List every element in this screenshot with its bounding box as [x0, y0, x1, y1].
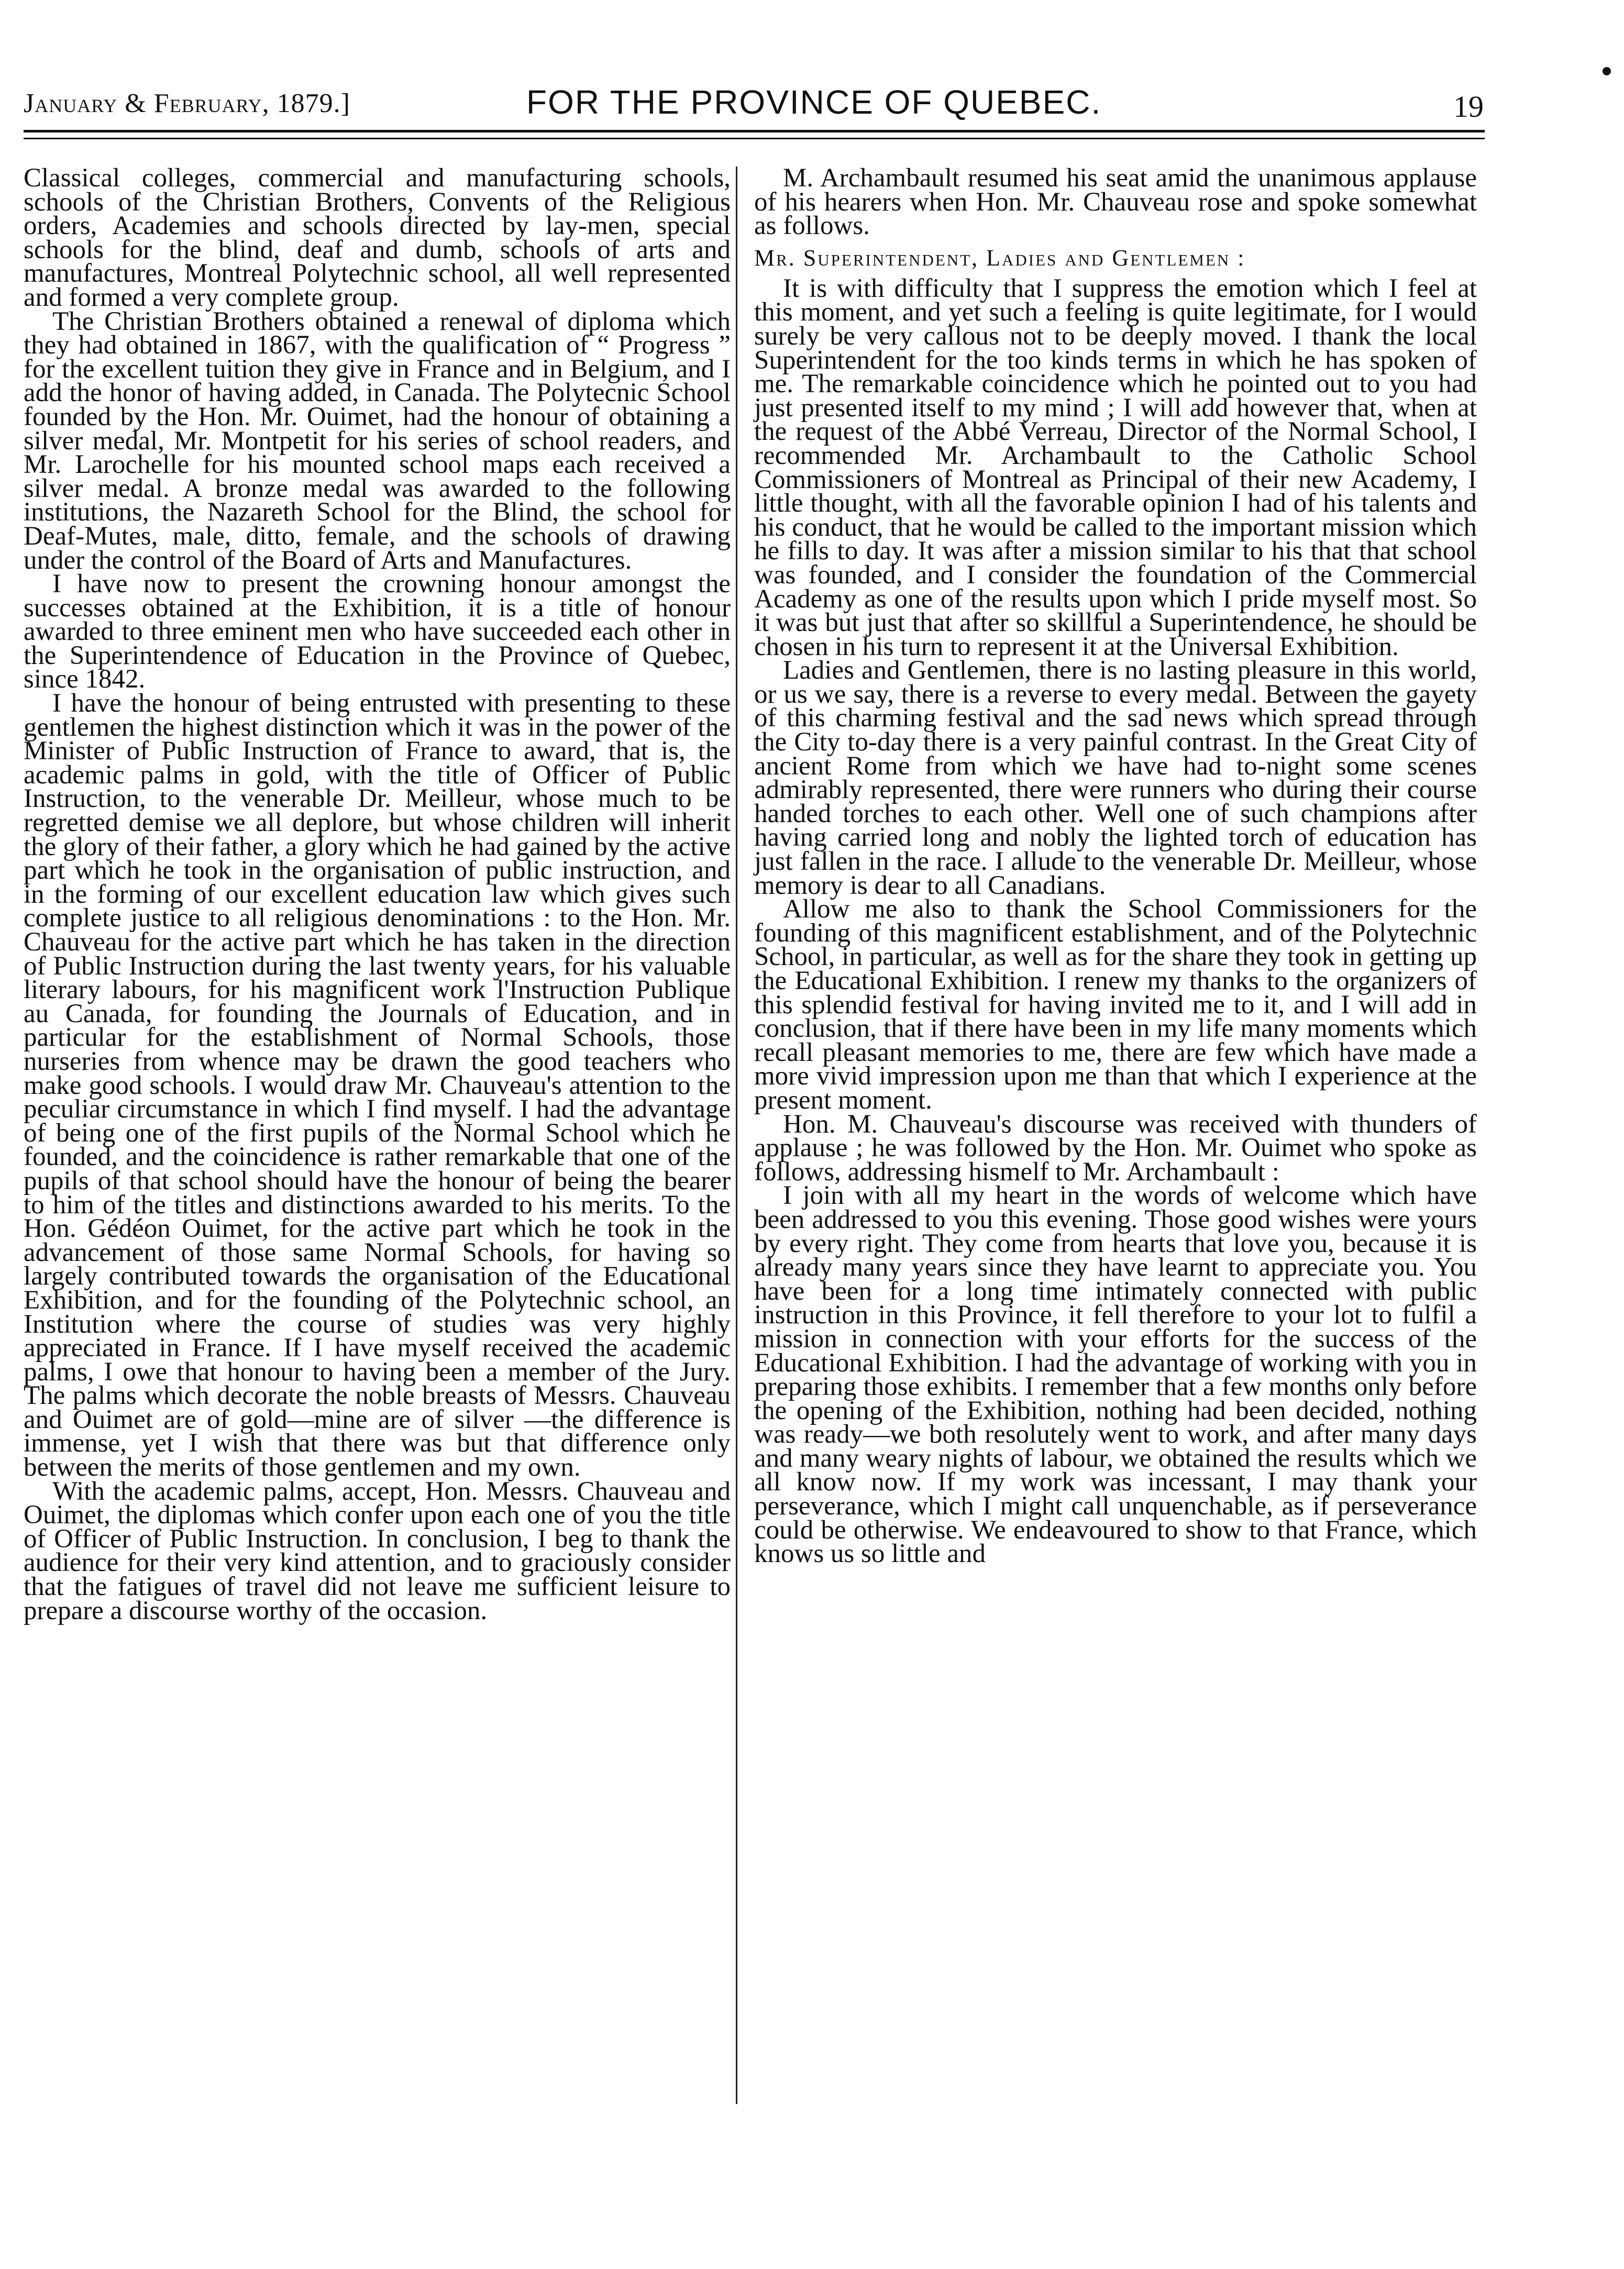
paragraph: Allow me also to thank the School Commissioners for the founding of this magnificent establishment, and of the Polytechnic School, in particular, as well as for the share they took in getting up the Educational Exhibition. I renew my thanks to the organizers of this splendid festival for having invited me to it, and I will add in conclusion, that if there have been in my life many moments which recall pleasant memories to me, there are few which have made a more vivid impression upon me than that which I experience at the present moment.: [754, 894, 1477, 1115]
header-title: FOR THE PROVINCE OF QUEBEC.: [526, 83, 1102, 121]
paragraph: Classical colleges, commercial and manufacturing schools, schools of the Christian Brothers, Convents of the Religious orders, Academies and schools directed by lay-men, special schools for the blind, deaf and dumb, schools of arts and manufactures, Montreal Polytechnic school, all well represented and formed a very complete group.: [24, 163, 731, 312]
header-date: January & February, 1879.]: [24, 88, 350, 118]
paragraph: It is with difficulty that I suppress the emotion which I feel at this moment, and yet such a feeling is quite legitimate, for I would surely be very callous not to be deeply moved. I thank the local Superintendent for the too kinds terms in which he has spoken of me. The remarkable coincidence which he pointed out to you had just presented itself to my mind ; I will add however that, when at the request of the Abbé Verreau, Director of the Normal School, I recommended Mr. Archambault to the Catholic School Commissioners of Montreal as Principal of their new Academy, I little thought, with all the favorable opinion I had of his talents and his conduct, that he would be called to the important mission which he fills to day. It was after a mission similar to his that that school was founded, and I consider the foundation of the Commercial Academy as one of the results upon which I pride myself most. So it was but just that after so skillful a Superintendence, he should be chosen in his turn to represent it at the Universal Exhibition.: [754, 273, 1477, 661]
paragraph: I have now to present the crowning honour amongst the successes obtained at the Exhibition, it is a title of honour awarded to three eminent men who have succeeded each other in the Superintendence of Education in the Province of Quebec, since 1842.: [24, 569, 731, 694]
header-rule-thick: [24, 130, 1485, 132]
paragraph: I have the honour of being entrusted with presenting to these gentlemen the highest distinction which it was in the power of the Minister of Public Instruction of France to award, that is, the academic palms in gold, with the title of Officer of Public Instruction, to the venerable Dr. Meilleur, whose much to be regretted demise we all deplore, but whose children will inherit the glory of their father, a glory which he had gained by the active part which he took in the organisation of public instruction, and in the forming of our excellent education law which gives such complete justice to all religious denominations : to the Hon. Mr. Chauveau for the active part which he has taken in the direction of Public Instruction during the last twenty years, for his valuable literary labours, for his magnificent work l'Instruction Publique au Canada, for founding the Journals of Education, and in particular for the establishment of Normal Schools, those nurseries from whence may be drawn the good teachers who make good schools. I would draw Mr. Chauveau's attention to the peculiar circumstance in which I find myself. I had the advantage of being one of the first pupils of the Normal School which he founded, and the coincidence is rather remarkable that one of the pupils of that school should have the honour of being the bearer to him of the titles and distinctions awarded to his merits. To the Hon. Gédéon Ouimet, for the active part which he took in the advancement of those same Normal Schools, for having so largely contributed towards the organisation of the Educational Exhibition, and for the founding of the Polytechnic school, an Institution where the course of studies was very highly appreciated in France. If I have myself received the academic palms, I owe that honour to having been a member of the Jury. The palms which decorate the noble breasts of Messrs. Chauveau and Ouimet are of gold—mine are of silver —the difference is immense, yet I wish that there was but that difference only between the merits of those gentlemen and my own.: [24, 689, 731, 1482]
column-divider: [736, 167, 737, 2104]
left-column: [24, 163, 731, 1625]
paragraph: I join with all my heart in the words of welcome which have been addressed to you this evening. Those good wishes were yours by every right. They come from hearts that love you, because it is already many years since they have learnt to appreciate you. You have been for a long time intimately connected with public instruction in this Province, it fell therefore to your lot to fulfil a mission in connection with your efforts for the success of the Educational Exhibition. I had the advantage of working with you in preparing those exhibits. I remember that a few months only before the opening of the Exhibition, nothing had been decided, nothing was ready—we both resolutely went to work, and after many days and many weary nights of labour, we obtained the results which we all know now. If my work was incessant, I may thank your perseverance, which I might call unquenchable, as if perseverance could be otherwise. We endeavoured to show to that France, which knows us so little and: [754, 1181, 1477, 1569]
paragraph: With the academic palms, accept, Hon. Messrs. Chauveau and Ouimet, the diplomas which confer upon each one of you the title of Officer of Public Instruction. In conclusion, I beg to thank the audience for their very kind attention, and to graciously consider that the fatigues of travel did not leave me sufficient leisure to prepare a discourse worthy of the occasion.: [24, 1476, 731, 1625]
right-column: [754, 163, 1477, 1569]
paragraph: M. Archambault resumed his seat amid the unanimous applause of his hearers when Hon. Mr. Chauveau rose and spoke somewhat as follows.: [754, 163, 1477, 241]
paragraph: Hon. M. Chauveau's discourse was received with thunders of applause ; he was followed by the Hon. Mr. Ouimet who spoke as follows, addressing hismelf to Mr. Archambault :: [754, 1109, 1477, 1187]
page-header: [24, 79, 1485, 131]
paragraph: The Christian Brothers obtained a renewal of diploma which they had obtained in 1867, with the qualification of “ Progress ” for the excellent tuition they give in France and in Belgium, and I add the honor of having added, in Canada. The Polytecnic School founded by the Hon. Mr. Ouimet, had the honour of obtaining a silver medal, Mr. Montpetit for his series of school readers, and Mr. Larochelle for his mounted school maps each received a silver medal. A bronze medal was awarded to the following institutions, the Nazareth School for the Blind, the school for Deaf-Mutes, male, ditto, female, and the schools of drawing under the control of the Board of Arts and Manufactures.: [24, 306, 731, 575]
header-rule-thin: [24, 138, 1485, 139]
salutation: Mr. Superintendent, Ladies and Gentlemen :: [754, 245, 1246, 271]
paragraph: Ladies and Gentlemen, there is no lasting pleasure in this world, or us we say, there is a reverse to every medal. Between the gayety of this charming festival and the sad news which spread through the City to-day there is a very painful contrast. In the Great City of ancient Rome from which we have had to-night some scenes admirably represented, there were runners who during their course handed torches to each other. Well one of such champions after having carried long and nobly the lighted torch of education has just fallen in the race. I allude to the venerable Dr. Meilleur, whose memory is dear to all Canadians.: [754, 656, 1477, 900]
ink-speck: [1603, 67, 1611, 75]
page-number: 19: [1453, 90, 1484, 124]
